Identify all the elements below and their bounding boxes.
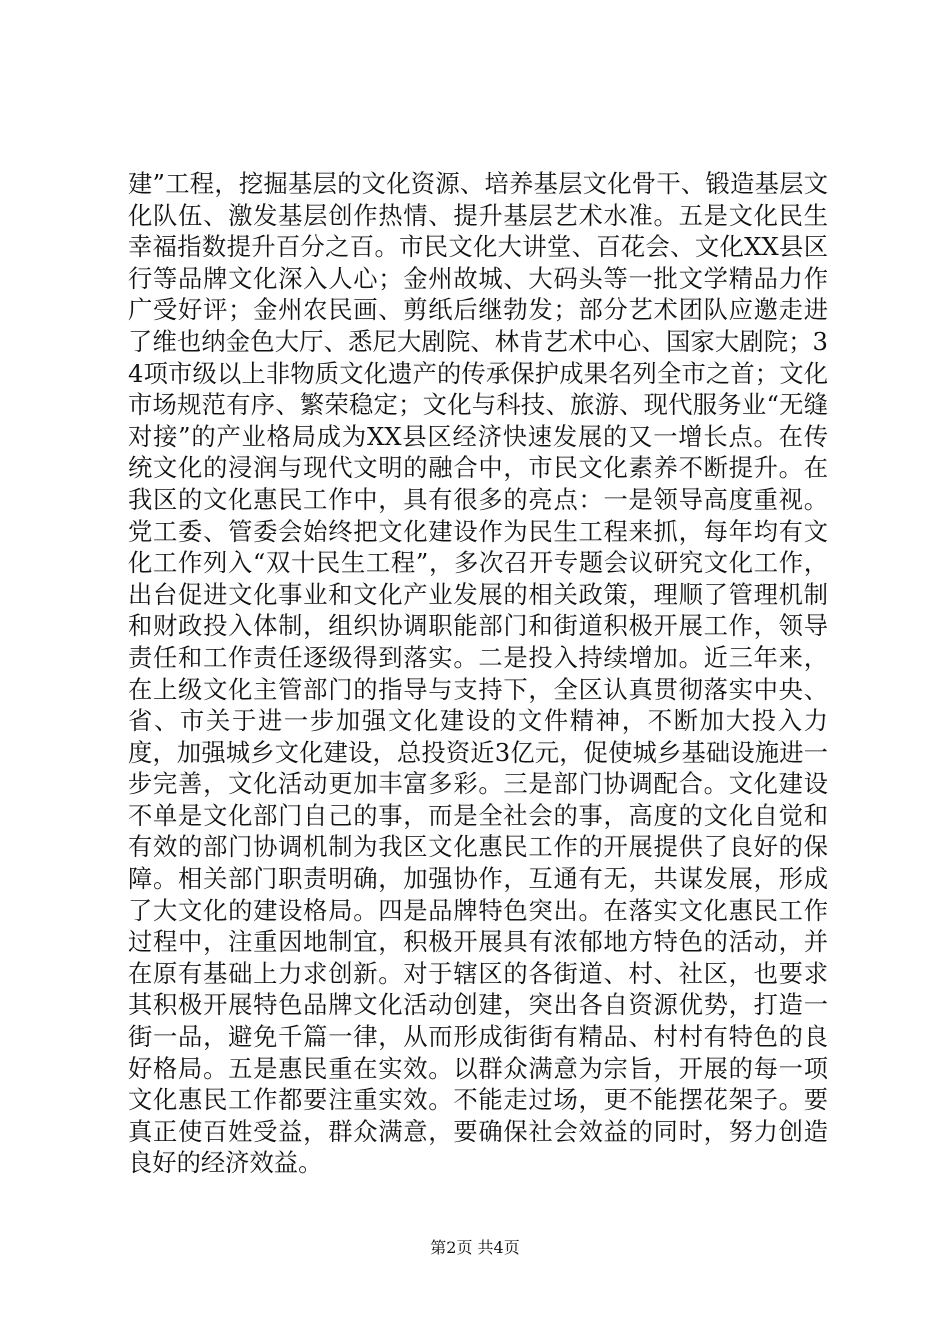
page-number-footer: 第2页 共4页 bbox=[430, 1238, 520, 1257]
body-paragraph: 建”工程，挖掘基层的文化资源、培养基层文化骨干、锻造基层文化队伍、激发基层创作热情、提升基层艺术水准。五是文化民生幸福指数提升百分之百。市民文化大讲堂、百花会、文化XX县区行等品牌文化深入人心；金州故城、大码头等一批文学精品力作广受好评；金州农民画、剪纸后继勃发；部分艺术团队应邀走进了维也纳金色大厅、悉尼大剧院、林肯艺术中心、国家大剧院；34项市级以上非物质文化遗产的传承保护成果名列全市之首；文化市场规范有序、繁荣稳定；文化与科技、旅游、现代服务业“无缝对接”的产业格局成为XX县区经济快速发展的又一增长点。在传统文化的浸润与现代文明的融合中，市民文化素养不断提升。在我区的文化惠民工作中，具有很多的亮点：一是领导高度重视。党工委、管委会始终把文化建设作为民生工程来抓，每年均有文化工作列入“双十民生工程”，多次召开专题会议研究文化工作，出台促进文化事业和文化产业发展的相关政策，理顺了管理机制和财政投入体制，组织协调职能部门和街道积极开展工作，领导责任和工作责任逐级得到落实。二是投入持续增加。近三年来，在上级文化主管部门的指导与支持下，全区认真贯彻落实中央、省、市关于进一步加强文化建设的文件精神，不断加大投入力度，加强城乡文化建设，总投资近3亿元，促使城乡基础设施进一步完善，文化活动更加丰富多彩。三是部门协调配合。文化建设不单是文化部门自己的事，而是全社会的事，高度的文化自觉和有效的部门协调机制为我区文化惠民工作的开展提供了良好的保障。相关部门职责明确，加强协作，互通有无，共谋发展，形成了大文化的建设格局。四是品牌特色突出。在落实文化惠民工作过程中，注重因地制宜，积极开展具有浓郁地方特色的活动，并在原有基础上力求创新。对于辖区的各街道、村、社区，也要求其积极开展特色品牌文化活动创建，突出各自资源优势，打造一街一品，避免千篇一律，从而形成街街有精品、村村有特色的良好格局。五是惠民重在实效。以群众满意为宗旨，开展的每一项文化惠民工作都要注重实效。不能走过场，更不能摆花架子。要真正使百姓受益，群众满意，要确保社会效益的同时，努力创造良好的经济效益。 bbox=[128, 169, 828, 1178]
